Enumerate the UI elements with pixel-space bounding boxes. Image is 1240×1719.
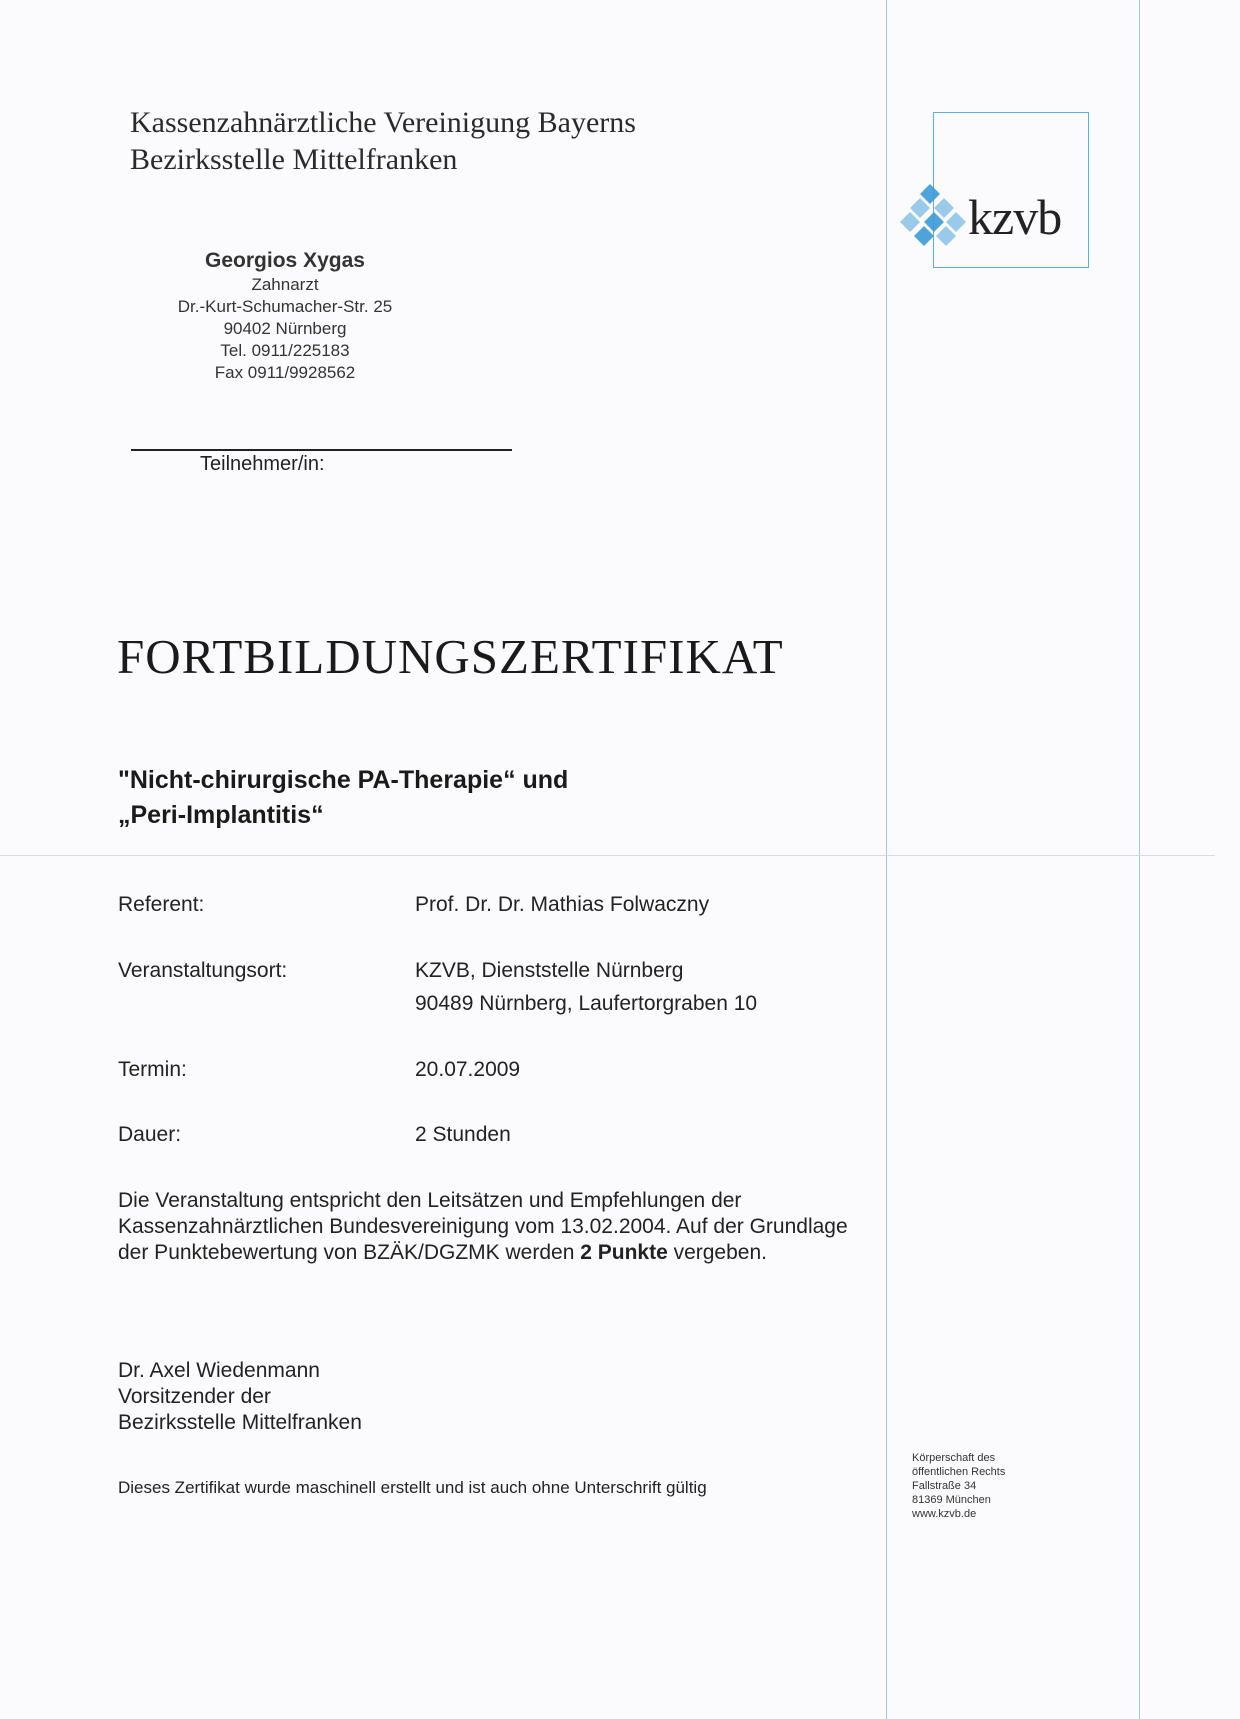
sidebar-line: Fallstraße 34 — [912, 1480, 977, 1492]
detail-value: 20.07.2009 — [415, 1058, 521, 1081]
participant-phone: Tel. 0911/225183 — [220, 341, 350, 360]
participant-title: Zahnarzt — [251, 275, 319, 294]
org-name: Kassenzahnärztliche Vereinigung Bayerns — [130, 106, 636, 139]
detail-value: KZVB, Dienststelle Nürnberg — [415, 959, 684, 982]
kzvb-logo-text: kzvb — [968, 189, 1062, 245]
sidebar-website: www.kzvb.de — [912, 1508, 977, 1520]
participant-street: Dr.-Kurt-Schumacher-Str. 25 — [177, 297, 393, 316]
signature-rule — [131, 449, 512, 451]
org-branch: Bezirksstelle Mittelfranken — [130, 143, 458, 176]
sidebar-line: 81369 München — [912, 1494, 991, 1506]
participant-name: Georgios Xygas — [205, 249, 365, 272]
detail-label: Referent: — [118, 893, 205, 916]
detail-value: 2 Stunden — [415, 1123, 511, 1146]
blue-margin-line-right — [1139, 0, 1140, 1719]
participant-stamp — [150, 248, 420, 384]
signatory-name: Dr. Axel Wiedenmann — [118, 1359, 320, 1382]
sidebar-line: öffentlichen Rechts — [912, 1466, 1006, 1478]
participant-city: 90402 Nürnberg — [223, 319, 347, 338]
participant-label: Teilnehmer/in: — [200, 453, 325, 475]
disclaimer: Dieses Zertifikat wurde maschinell erstellt und ist auch ohne Unterschrift gültig — [118, 1478, 707, 1497]
signatory-role: Vorsitzender der — [118, 1385, 271, 1408]
certificate-title: FORTBILDUNGSZERTIFIKAT — [117, 629, 784, 684]
detail-label: Dauer: — [118, 1123, 182, 1146]
points-value: 2 Punkte — [580, 1241, 668, 1264]
detail-value-address: 90489 Nürnberg, Laufertorgraben 10 — [415, 992, 758, 1015]
participant-fax: Fax 0911/9928562 — [214, 363, 356, 382]
paragraph-end: vergeben. — [667, 1241, 767, 1264]
organization-header — [130, 104, 636, 178]
signatory-branch: Bezirksstelle Mittelfranken — [118, 1411, 362, 1434]
blue-margin-line-left — [886, 0, 887, 1719]
course-title — [118, 763, 568, 833]
bavarian-diamonds-icon — [900, 180, 970, 252]
detail-label: Veranstaltungsort: — [118, 959, 288, 982]
paragraph-text: Die Veranstaltung entspricht den Leitsätzen und Empfehlungen der Kassenzahnärztlichen Bundesvereinigung vom 13.02.2004. Auf der Grundlage der Punktebewertung von BZÄK/DGZMK werden — [118, 1189, 848, 1264]
detail-value: Prof. Dr. Dr. Mathias Folwaczny — [415, 893, 710, 916]
course-title-line1: "Nicht-chirurgische PA-Therapie“ und — [118, 766, 569, 794]
sidebar-line: Körperschaft des — [912, 1452, 996, 1464]
fold-line — [0, 855, 1215, 856]
course-title-line2: „Peri-Implantitis“ — [118, 801, 324, 829]
signatory — [118, 1358, 362, 1436]
accreditation-paragraph — [118, 1188, 858, 1266]
org-address-sidebar — [912, 1451, 1005, 1521]
detail-label: Termin: — [118, 1058, 187, 1081]
